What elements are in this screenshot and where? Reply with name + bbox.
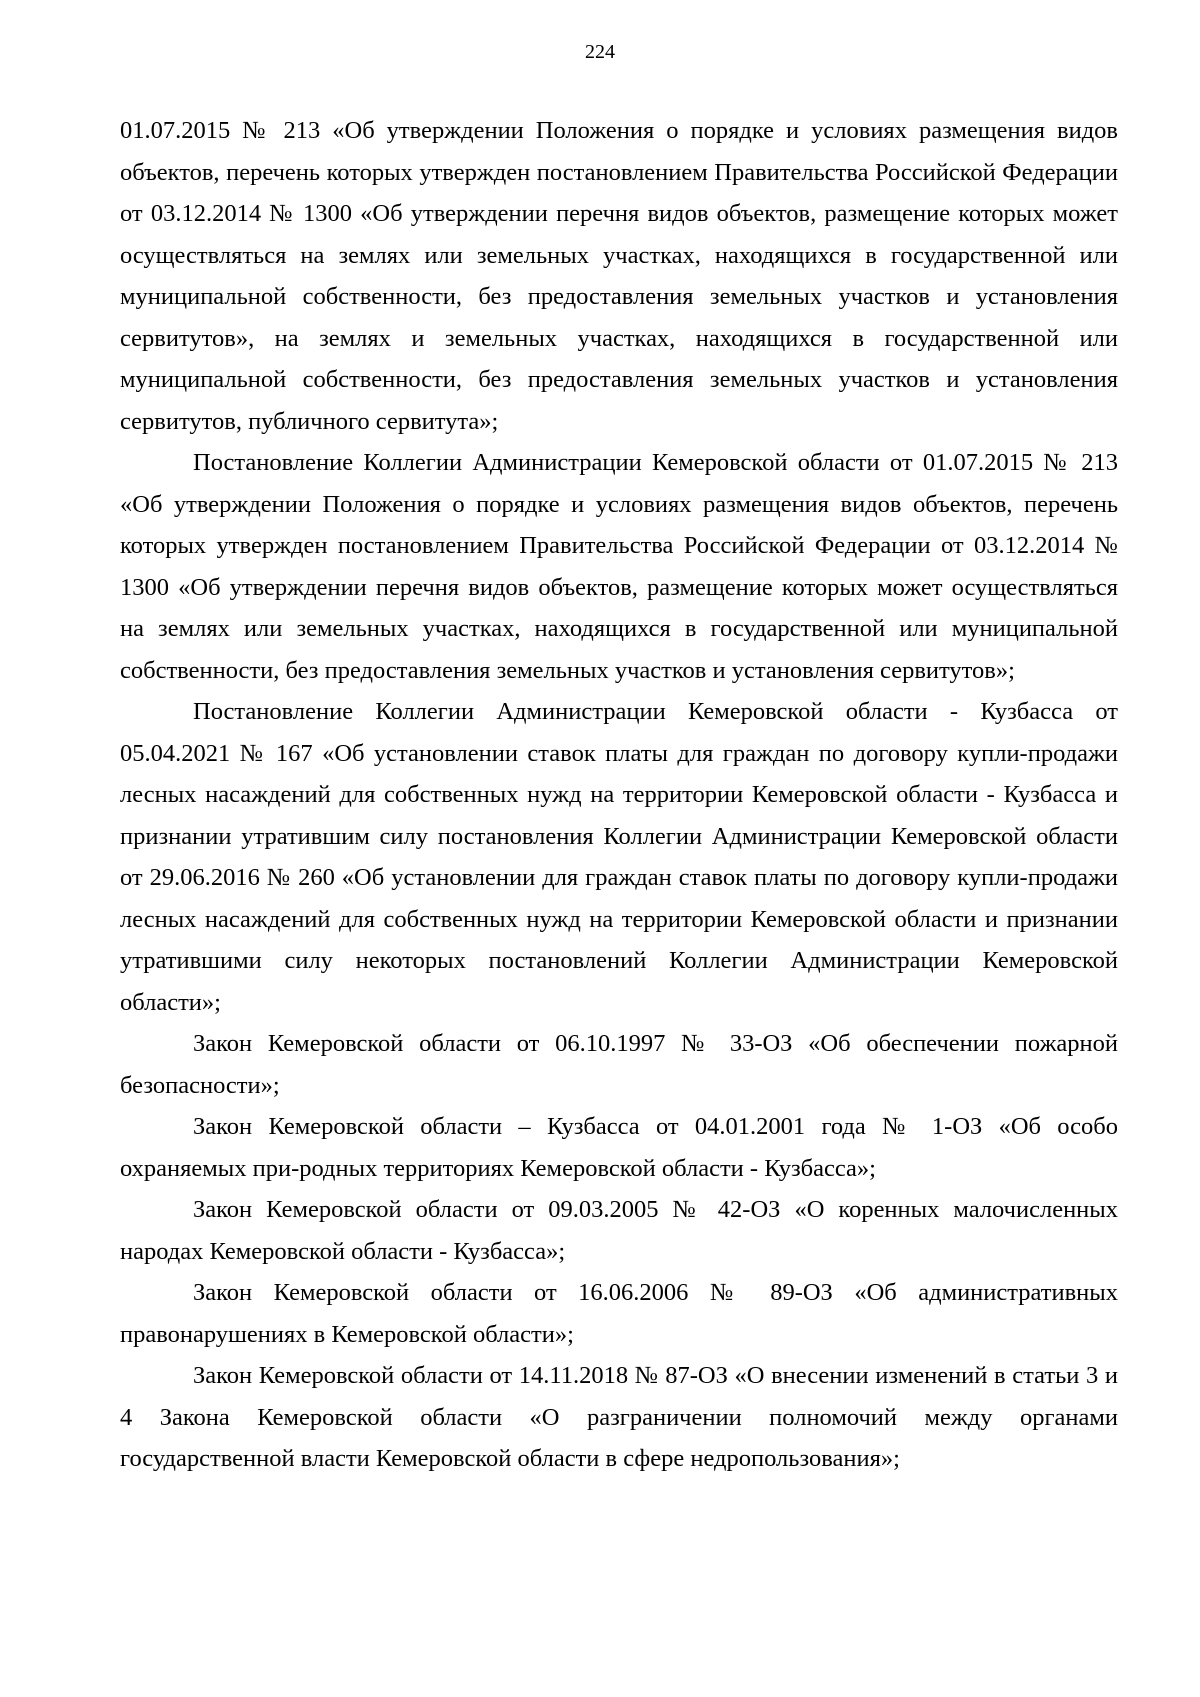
paragraph-regulation-continuation: 01.07.2015 № 213 «Об утверждении Положения о порядке и условиях размещения видов объектов, перечень которых утвержден постановлением Правительства Российской Федерации от 03.12.2014 № 1300 «Об утверждении перечня видов объектов, размещение которых может осуществляться на землях или земельных участках, находящихся в государственной или муниципальной собственности, без предоставления земельных участков и установления сервитутов», на землях и земельных участках, находящихся в государственной или муниципальной собственности, без предоставления земельных участков и установления сервитутов, публичного сервитута»; <box>120 117 1118 435</box>
paragraph-law-1-oz: Закон Кемеровской области – Кузбасса от 04.01.2001 года № 1-ОЗ «Об особо охраняемых при-родных территориях Кемеровской области - Кузбасса»; <box>120 1113 1118 1182</box>
paragraph-law-89-oz: Закон Кемеровской области от 16.06.2006 № 89-ОЗ «Об административных правонарушениях в Кемеровской области»; <box>120 1279 1118 1348</box>
document-body <box>120 110 1118 1480</box>
paragraph-law-87-oz: Закон Кемеровской области от 14.11.2018 № 87-ОЗ «О внесении изменений в статьи 3 и 4 Закона Кемеровской области «О разграничении полномочий между органами государственной власти Кемеровской области в сфере недропользования»; <box>120 1362 1118 1472</box>
paragraph-law-42-oz: Закон Кемеровской области от 09.03.2005 № 42-ОЗ «О коренных малочисленных народах Кемеровской области - Кузбасса»; <box>120 1196 1118 1265</box>
paragraph-resolution-213: Постановление Коллегии Администрации Кемеровской области от 01.07.2015 № 213 «Об утверждении Положения о порядке и условиях размещения видов объектов, перечень которых утвержден постановлением Правительства Российской Федерации от 03.12.2014 № 1300 «Об утверждении перечня видов объектов, размещение которых может осуществляться на землях или земельных участках, находящихся в государственной или муниципальной собственности, без предоставления земельных участков и установления сервитутов»; <box>120 449 1118 684</box>
paragraph-law-33-oz: Закон Кемеровской области от 06.10.1997 № 33-ОЗ «Об обеспечении пожарной безопасности»; <box>120 1030 1118 1099</box>
paragraph-resolution-167: Постановление Коллегии Администрации Кемеровской области - Кузбасса от 05.04.2021 № 167 «Об установлении ставок платы для граждан по договору купли-продажи лесных насаждений для собственных нужд на территории Кемеровской области - Кузбасса и признании утратившим силу постановления Коллегии Администрации Кемеровской области от 29.06.2016 № 260 «Об установлении для граждан ставок платы по договору купли-продажи лесных насаждений для собственных нужд на территории Кемеровской области и признании утратившими силу некоторых постановлений Коллегии Администрации Кемеровской области»; <box>120 698 1118 1016</box>
page-number: 224 <box>585 41 615 63</box>
